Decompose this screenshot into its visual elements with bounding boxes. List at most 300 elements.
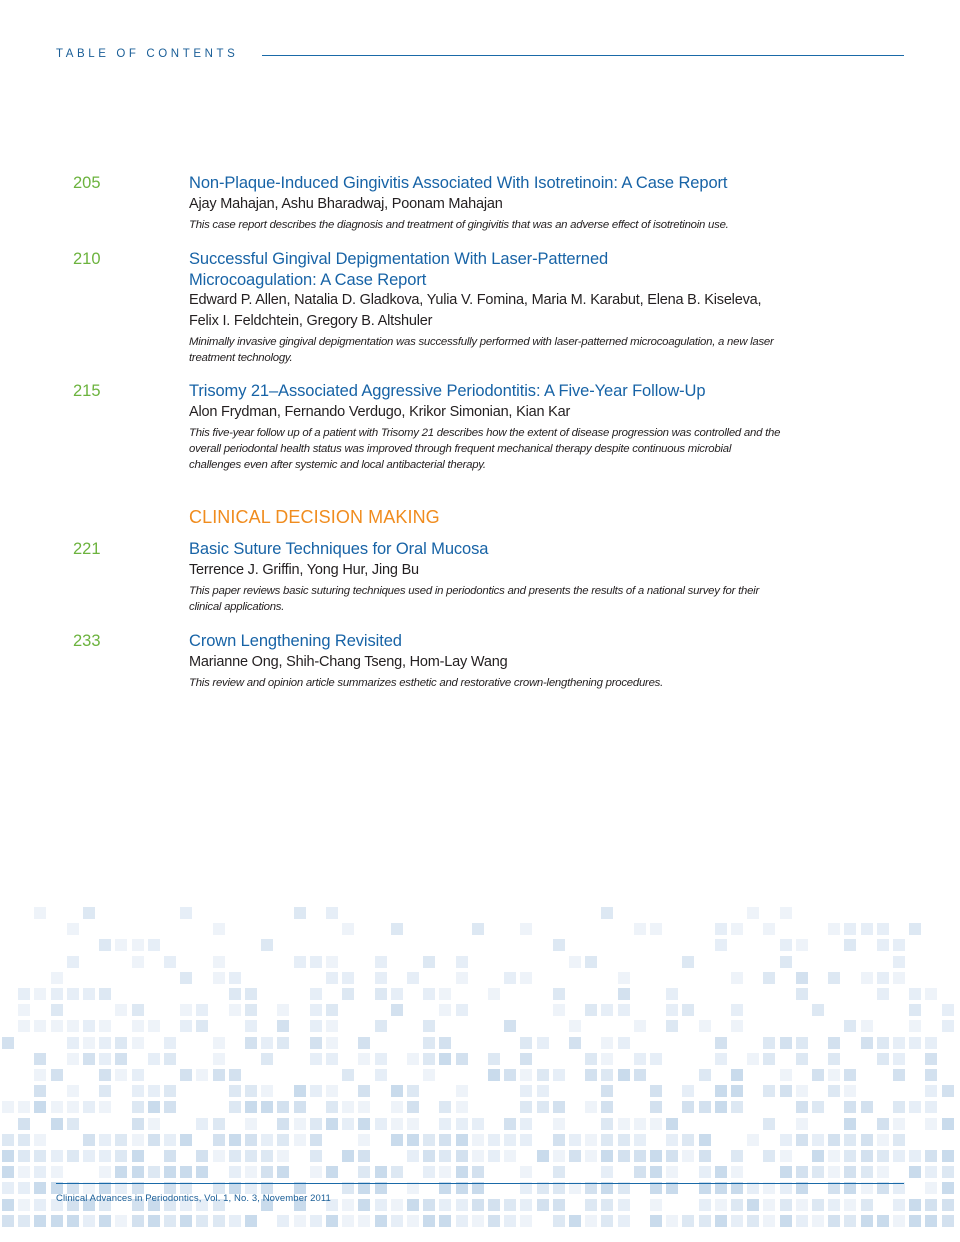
mosaic-square	[18, 1118, 30, 1130]
mosaic-square	[844, 923, 856, 935]
mosaic-square	[942, 1150, 954, 1162]
mosaic-square	[99, 1085, 111, 1097]
mosaic-square	[67, 1215, 79, 1227]
mosaic-square	[585, 1215, 597, 1227]
mosaic-square	[828, 1166, 840, 1178]
mosaic-square	[99, 939, 111, 951]
mosaic-square	[780, 1199, 792, 1211]
mosaic-square	[148, 1020, 160, 1032]
mosaic-square	[488, 1150, 500, 1162]
mosaic-square	[2, 1199, 14, 1211]
mosaic-square	[601, 1118, 613, 1130]
mosaic-square	[682, 1085, 694, 1097]
mosaic-square	[83, 1215, 95, 1227]
mosaic-square	[618, 1004, 630, 1016]
page-number: 205	[73, 174, 101, 192]
mosaic-square	[391, 1199, 403, 1211]
mosaic-square	[601, 1199, 613, 1211]
mosaic-square	[844, 1020, 856, 1032]
mosaic-square	[699, 1134, 711, 1146]
mosaic-square	[423, 956, 435, 968]
mosaic-square	[828, 1069, 840, 1081]
mosaic-square	[909, 1215, 921, 1227]
mosaic-square	[472, 1134, 484, 1146]
mosaic-square	[601, 1037, 613, 1049]
mosaic-square	[213, 923, 225, 935]
mosaic-square	[925, 1182, 937, 1194]
mosaic-square	[844, 1199, 856, 1211]
mosaic-square	[196, 1118, 208, 1130]
article-abstract: This five-year follow up of a patient with Trisomy 21 describes how the extent of disease progression was controlled and the overall periodontal health status was improved through frequent mechanical therapy despite continuous microbial challenges even after systemic and local antibacterial therapy.	[189, 427, 781, 471]
mosaic-square	[439, 1166, 451, 1178]
mosaic-square	[391, 1166, 403, 1178]
article-title[interactable]: Non-Plaque-Induced Gingivitis Associated With Isotretinoin: A Case Report	[189, 174, 728, 192]
mosaic-square	[277, 1037, 289, 1049]
mosaic-square	[439, 1134, 451, 1146]
mosaic-square	[34, 1199, 46, 1211]
article-authors: Edward P. Allen, Natalia D. Gladkova, Yulia V. Fomina, Maria M. Karabut, Elena B. Kiseleva, Felix I. Feldchtein, Gregory B. Altshuler	[189, 292, 762, 329]
mosaic-square	[439, 1199, 451, 1211]
mosaic-square	[893, 956, 905, 968]
mosaic-square	[229, 1085, 241, 1097]
mosaic-square	[780, 1215, 792, 1227]
mosaic-square	[456, 1004, 468, 1016]
mosaic-square	[472, 1215, 484, 1227]
mosaic-square	[2, 1101, 14, 1113]
mosaic-square	[51, 1150, 63, 1162]
footer-citation: Clinical Advances in Periodontics, Vol. 1, No. 3, November 2011	[56, 1193, 331, 1204]
mosaic-square	[569, 1215, 581, 1227]
mosaic-square	[18, 1215, 30, 1227]
mosaic-square	[520, 1182, 532, 1194]
mosaic-square	[682, 1101, 694, 1113]
mosaic-square	[375, 956, 387, 968]
mosaic-square	[310, 1020, 322, 1032]
mosaic-square	[423, 1037, 435, 1049]
mosaic-square	[294, 956, 306, 968]
mosaic-square	[99, 1020, 111, 1032]
mosaic-square	[780, 1069, 792, 1081]
mosaic-square	[828, 1085, 840, 1097]
mosaic-square	[407, 1215, 419, 1227]
mosaic-square	[861, 1037, 873, 1049]
mosaic-square	[148, 1101, 160, 1113]
mosaic-square	[861, 1134, 873, 1146]
mosaic-square	[763, 1150, 775, 1162]
mosaic-square	[504, 1150, 516, 1162]
section-heading: CLINICAL DECISION MAKING	[189, 507, 440, 527]
mosaic-square	[375, 1020, 387, 1032]
mosaic-square	[67, 1037, 79, 1049]
mosaic-square	[213, 1053, 225, 1065]
mosaic-square	[229, 988, 241, 1000]
mosaic-square	[893, 1037, 905, 1049]
mosaic-square	[682, 956, 694, 968]
mosaic-square	[261, 1134, 273, 1146]
mosaic-square	[358, 1150, 370, 1162]
mosaic-square	[326, 1215, 338, 1227]
mosaic-square	[164, 956, 176, 968]
mosaic-square	[180, 1020, 192, 1032]
mosaic-square	[67, 923, 79, 935]
mosaic-square	[310, 1134, 322, 1146]
mosaic-square	[634, 1166, 646, 1178]
mosaic-square	[132, 1069, 144, 1081]
mosaic-square	[34, 1053, 46, 1065]
mosaic-square	[812, 1150, 824, 1162]
mosaic-square	[585, 1150, 597, 1162]
mosaic-square	[456, 972, 468, 984]
mosaic-square	[310, 1037, 322, 1049]
mosaic-square	[229, 1134, 241, 1146]
mosaic-square	[407, 1199, 419, 1211]
mosaic-square	[553, 1118, 565, 1130]
mosaic-square	[261, 1053, 273, 1065]
mosaic-square	[375, 988, 387, 1000]
mosaic-square	[229, 1215, 241, 1227]
mosaic-square	[34, 1182, 46, 1194]
article-title[interactable]: Successful Gingival Depigmentation With Laser-Patterned Microcoagulation: A Case Report	[189, 250, 609, 289]
mosaic-square	[375, 1166, 387, 1178]
mosaic-square	[861, 1150, 873, 1162]
mosaic-square	[83, 1150, 95, 1162]
mosaic-square	[618, 1069, 630, 1081]
mosaic-square	[67, 1053, 79, 1065]
mosaic-square	[391, 1118, 403, 1130]
mosaic-square	[585, 1004, 597, 1016]
mosaic-square	[601, 1182, 613, 1194]
mosaic-square	[763, 1182, 775, 1194]
mosaic-square	[844, 1118, 856, 1130]
mosaic-square	[391, 1134, 403, 1146]
mosaic-square	[585, 1134, 597, 1146]
mosaic-square	[634, 1069, 646, 1081]
mosaic-square	[601, 1134, 613, 1146]
mosaic-square	[909, 1037, 921, 1049]
mosaic-square	[553, 988, 565, 1000]
mosaic-square	[472, 1199, 484, 1211]
page-number: 233	[73, 632, 101, 650]
mosaic-square	[618, 1215, 630, 1227]
mosaic-square	[763, 1053, 775, 1065]
article-authors: Ajay Mahajan, Ashu Bharadwaj, Poonam Mahajan	[189, 195, 503, 212]
mosaic-square	[553, 1199, 565, 1211]
mosaic-square	[812, 1166, 824, 1178]
mosaic-square	[439, 1004, 451, 1016]
header-rule	[262, 55, 904, 56]
mosaic-square	[326, 1053, 338, 1065]
mosaic-square	[51, 1069, 63, 1081]
mosaic-square	[439, 1037, 451, 1049]
mosaic-square	[391, 1101, 403, 1113]
mosaic-square	[537, 1069, 549, 1081]
mosaic-square	[213, 972, 225, 984]
mosaic-square	[585, 1101, 597, 1113]
mosaic-square	[520, 1199, 532, 1211]
mosaic-square	[391, 1004, 403, 1016]
mosaic-square	[796, 1182, 808, 1194]
mosaic-square	[893, 1118, 905, 1130]
article-abstract: This review and opinion article summarizes esthetic and restorative crown-lengthening procedures.	[189, 677, 664, 689]
mosaic-square	[18, 1101, 30, 1113]
mosaic-square	[893, 1101, 905, 1113]
mosaic-square	[666, 1118, 678, 1130]
mosaic-square	[844, 1134, 856, 1146]
mosaic-square	[650, 1150, 662, 1162]
mosaic-square	[812, 1215, 824, 1227]
mosaic-square	[423, 1166, 435, 1178]
mosaic-square	[796, 1118, 808, 1130]
mosaic-square	[423, 1053, 435, 1065]
mosaic-square	[909, 988, 921, 1000]
mosaic-square	[699, 1020, 711, 1032]
mosaic-square	[456, 1101, 468, 1113]
mosaic-square	[925, 1085, 937, 1097]
mosaic-square	[796, 1134, 808, 1146]
mosaic-square	[893, 1150, 905, 1162]
mosaic-square	[196, 1020, 208, 1032]
mosaic-square	[715, 939, 727, 951]
mosaic-square	[618, 972, 630, 984]
mosaic-square	[569, 1020, 581, 1032]
mosaic-square	[618, 1134, 630, 1146]
mosaic-square	[245, 1150, 257, 1162]
mosaic-square	[942, 1215, 954, 1227]
mosaic-square	[358, 1118, 370, 1130]
mosaic-square	[715, 923, 727, 935]
mosaic-square	[650, 1182, 662, 1194]
mosaic-square	[861, 1101, 873, 1113]
mosaic-square	[699, 1166, 711, 1178]
mosaic-square	[99, 1134, 111, 1146]
mosaic-square	[553, 1182, 565, 1194]
mosaic-square	[780, 939, 792, 951]
mosaic-square	[925, 1037, 937, 1049]
mosaic-square	[942, 1182, 954, 1194]
mosaic-square	[148, 1134, 160, 1146]
mosaic-square	[310, 1166, 322, 1178]
mosaic-square	[261, 1150, 273, 1162]
mosaic-square	[715, 1101, 727, 1113]
mosaic-square	[472, 923, 484, 935]
mosaic-square	[763, 1118, 775, 1130]
mosaic-square	[83, 1053, 95, 1065]
page-number: 210	[73, 250, 101, 268]
mosaic-square	[828, 1037, 840, 1049]
mosaic-square	[877, 1053, 889, 1065]
mosaic-square	[245, 1166, 257, 1178]
mosaic-square	[83, 1037, 95, 1049]
mosaic-square	[780, 1150, 792, 1162]
mosaic-square	[747, 1199, 759, 1211]
mosaic-square	[148, 1053, 160, 1065]
mosaic-square	[618, 1182, 630, 1194]
mosaic-square	[715, 1199, 727, 1211]
mosaic-square	[99, 988, 111, 1000]
mosaic-square	[796, 1085, 808, 1097]
mosaic-square	[861, 1199, 873, 1211]
mosaic-square	[504, 1215, 516, 1227]
mosaic-square	[942, 1118, 954, 1130]
mosaic-square	[132, 956, 144, 968]
mosaic-square	[699, 1182, 711, 1194]
mosaic-square	[893, 1199, 905, 1211]
mosaic-square	[326, 956, 338, 968]
mosaic-square	[456, 1118, 468, 1130]
mosaic-square	[537, 1085, 549, 1097]
mosaic-square	[2, 1150, 14, 1162]
mosaic-square	[375, 1182, 387, 1194]
mosaic-square	[342, 1199, 354, 1211]
mosaic-square	[861, 923, 873, 935]
mosaic-square	[277, 1166, 289, 1178]
mosaic-square	[375, 1215, 387, 1227]
mosaic-square	[861, 1182, 873, 1194]
mosaic-square	[877, 988, 889, 1000]
mosaic-square	[99, 1101, 111, 1113]
mosaic-square	[634, 1134, 646, 1146]
mosaic-square	[99, 1215, 111, 1227]
mosaic-square	[877, 1150, 889, 1162]
mosaic-square	[877, 1037, 889, 1049]
mosaic-square	[213, 1215, 225, 1227]
mosaic-square	[245, 1085, 257, 1097]
mosaic-square	[520, 1118, 532, 1130]
mosaic-square	[423, 1150, 435, 1162]
mosaic-square	[877, 1182, 889, 1194]
mosaic-square	[423, 1134, 435, 1146]
mosaic-square	[731, 1004, 743, 1016]
mosaic-square	[294, 907, 306, 919]
mosaic-square	[423, 1199, 435, 1211]
mosaic-square	[213, 1069, 225, 1081]
mosaic-square	[375, 972, 387, 984]
mosaic-square	[34, 1020, 46, 1032]
mosaic-square	[537, 1199, 549, 1211]
mosaic-square	[504, 1118, 516, 1130]
mosaic-square	[115, 1150, 127, 1162]
mosaic-square	[634, 1020, 646, 1032]
mosaic-square	[780, 1182, 792, 1194]
mosaic-square	[909, 1101, 921, 1113]
mosaic-square	[861, 972, 873, 984]
mosaic-square	[472, 1150, 484, 1162]
mosaic-square	[925, 1166, 937, 1178]
mosaic-square	[407, 1150, 419, 1162]
mosaic-square	[326, 1118, 338, 1130]
mosaic-square	[196, 1215, 208, 1227]
mosaic-square	[342, 1101, 354, 1113]
mosaic-square	[796, 1166, 808, 1178]
mosaic-square	[67, 1118, 79, 1130]
article-title[interactable]: Crown Lengthening Revisited	[189, 632, 402, 650]
mosaic-square	[763, 1037, 775, 1049]
mosaic-square	[358, 1182, 370, 1194]
mosaic-square	[67, 956, 79, 968]
mosaic-square	[763, 1199, 775, 1211]
mosaic-square	[391, 1215, 403, 1227]
mosaic-square	[245, 1215, 257, 1227]
mosaic-square	[618, 1037, 630, 1049]
mosaic-square	[715, 1053, 727, 1065]
mosaic-square	[18, 1199, 30, 1211]
mosaic-square	[844, 1215, 856, 1227]
mosaic-square	[763, 972, 775, 984]
mosaic-square	[261, 1085, 273, 1097]
article-title[interactable]: Basic Suture Techniques for Oral Mucosa	[189, 540, 489, 558]
mosaic-square	[731, 972, 743, 984]
mosaic-square	[310, 1085, 322, 1097]
mosaic-square	[294, 1118, 306, 1130]
mosaic-square	[213, 1118, 225, 1130]
mosaic-square	[423, 1215, 435, 1227]
mosaic-square	[731, 923, 743, 935]
mosaic-square	[666, 988, 678, 1000]
mosaic-square	[601, 1150, 613, 1162]
mosaic-square	[34, 1134, 46, 1146]
mosaic-square	[132, 1004, 144, 1016]
mosaic-square	[164, 1037, 176, 1049]
mosaic-square	[358, 1053, 370, 1065]
mosaic-square	[342, 988, 354, 1000]
mosaic-square	[34, 1069, 46, 1081]
mosaic-square	[601, 1101, 613, 1113]
mosaic-square	[2, 1166, 14, 1178]
mosaic-square	[650, 1166, 662, 1178]
mosaic-square	[358, 1037, 370, 1049]
mosaic-square	[601, 1085, 613, 1097]
mosaic-square	[18, 988, 30, 1000]
mosaic-square	[585, 1182, 597, 1194]
mosaic-square	[456, 1150, 468, 1162]
mosaic-square	[666, 1166, 678, 1178]
mosaic-square	[553, 1150, 565, 1162]
mosaic-square	[828, 1182, 840, 1194]
mosaic-square	[407, 1118, 419, 1130]
article-authors: Terrence J. Griffin, Yong Hur, Jing Bu	[189, 561, 419, 578]
mosaic-square	[812, 1069, 824, 1081]
mosaic-square	[67, 1020, 79, 1032]
mosaic-square	[229, 1150, 241, 1162]
mosaic-square	[731, 1020, 743, 1032]
mosaic-square	[650, 923, 662, 935]
mosaic-square	[537, 1037, 549, 1049]
mosaic-square	[844, 1085, 856, 1097]
mosaic-square	[180, 1004, 192, 1016]
mosaic-square	[164, 1085, 176, 1097]
mosaic-square	[731, 1166, 743, 1178]
mosaic-square	[601, 1004, 613, 1016]
mosaic-square	[699, 1150, 711, 1162]
mosaic-square	[925, 1150, 937, 1162]
mosaic-square	[277, 1118, 289, 1130]
mosaic-square	[877, 923, 889, 935]
page-number: 221	[73, 540, 101, 558]
mosaic-square	[731, 1182, 743, 1194]
mosaic-square	[942, 1020, 954, 1032]
mosaic-square	[520, 1166, 532, 1178]
article-title[interactable]: Trisomy 21–Associated Aggressive Periodontitis: A Five-Year Follow-Up	[189, 382, 706, 400]
mosaic-square	[99, 1069, 111, 1081]
mosaic-square	[715, 1215, 727, 1227]
mosaic-square	[488, 988, 500, 1000]
mosaic-square	[132, 1101, 144, 1113]
mosaic-square	[828, 1134, 840, 1146]
mosaic-square	[925, 1053, 937, 1065]
mosaic-square	[229, 1166, 241, 1178]
mosaic-square	[2, 1134, 14, 1146]
mosaic-square	[326, 1166, 338, 1178]
